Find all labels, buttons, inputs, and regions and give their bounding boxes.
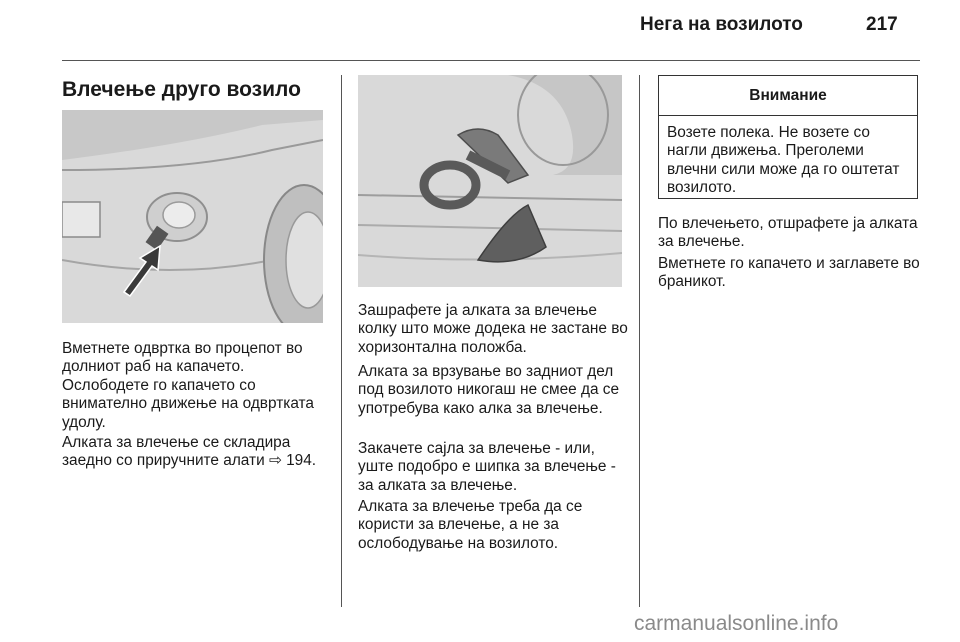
middle-paragraph-4: Алката за влечење треба да се користи за влечење, а не за ослободување на возилото. — [358, 498, 583, 552]
right-paragraph-2: Вметнете го капачето и заглавете во браникот. — [658, 255, 920, 291]
middle-paragraph-2: Алката за врзување во задниот дел под возилото никогаш не смее да се употребува како алка за влечење. — [358, 363, 620, 417]
header-title: Нега на возилото — [640, 14, 803, 35]
column-divider-left — [341, 75, 342, 607]
section-title: Влечење друго возило — [62, 78, 301, 101]
header-rule — [62, 60, 920, 61]
bumper-cover-illustration — [62, 110, 323, 323]
middle-paragraph-1: Зашрафете ја алката за влечење колку што може додека не застане во хоризонтална положба. — [358, 302, 628, 356]
watermark: carmanualsonline.info — [634, 612, 839, 635]
middle-paragraph-3: Закачете сајла за влечење - или, уште подобро е шипка за влечење - за алката за влечење. — [358, 440, 616, 494]
right-paragraph-1: По влечењето, отшрафете ја алката за влечење. — [658, 215, 918, 251]
column-divider-right — [639, 75, 640, 607]
warning-heading: Внимание — [659, 76, 917, 116]
page-number: 217 — [866, 14, 898, 35]
towing-eye-illustration — [358, 75, 622, 287]
warning-box — [658, 75, 918, 199]
left-paragraph-2: Алката за влечење се складира заедно со приручните алати ⇨ 194. — [62, 434, 317, 470]
warning-text: Возете полека. Не возете со нагли движења. Преголеми влечни сили може да го оштетат возилото. — [667, 124, 900, 197]
left-paragraph-1: Вметнете одвртка во процепот во долниот раб на капачето. Ослободете го капачето со внимателно движење на одвртката удолу. — [62, 340, 314, 431]
